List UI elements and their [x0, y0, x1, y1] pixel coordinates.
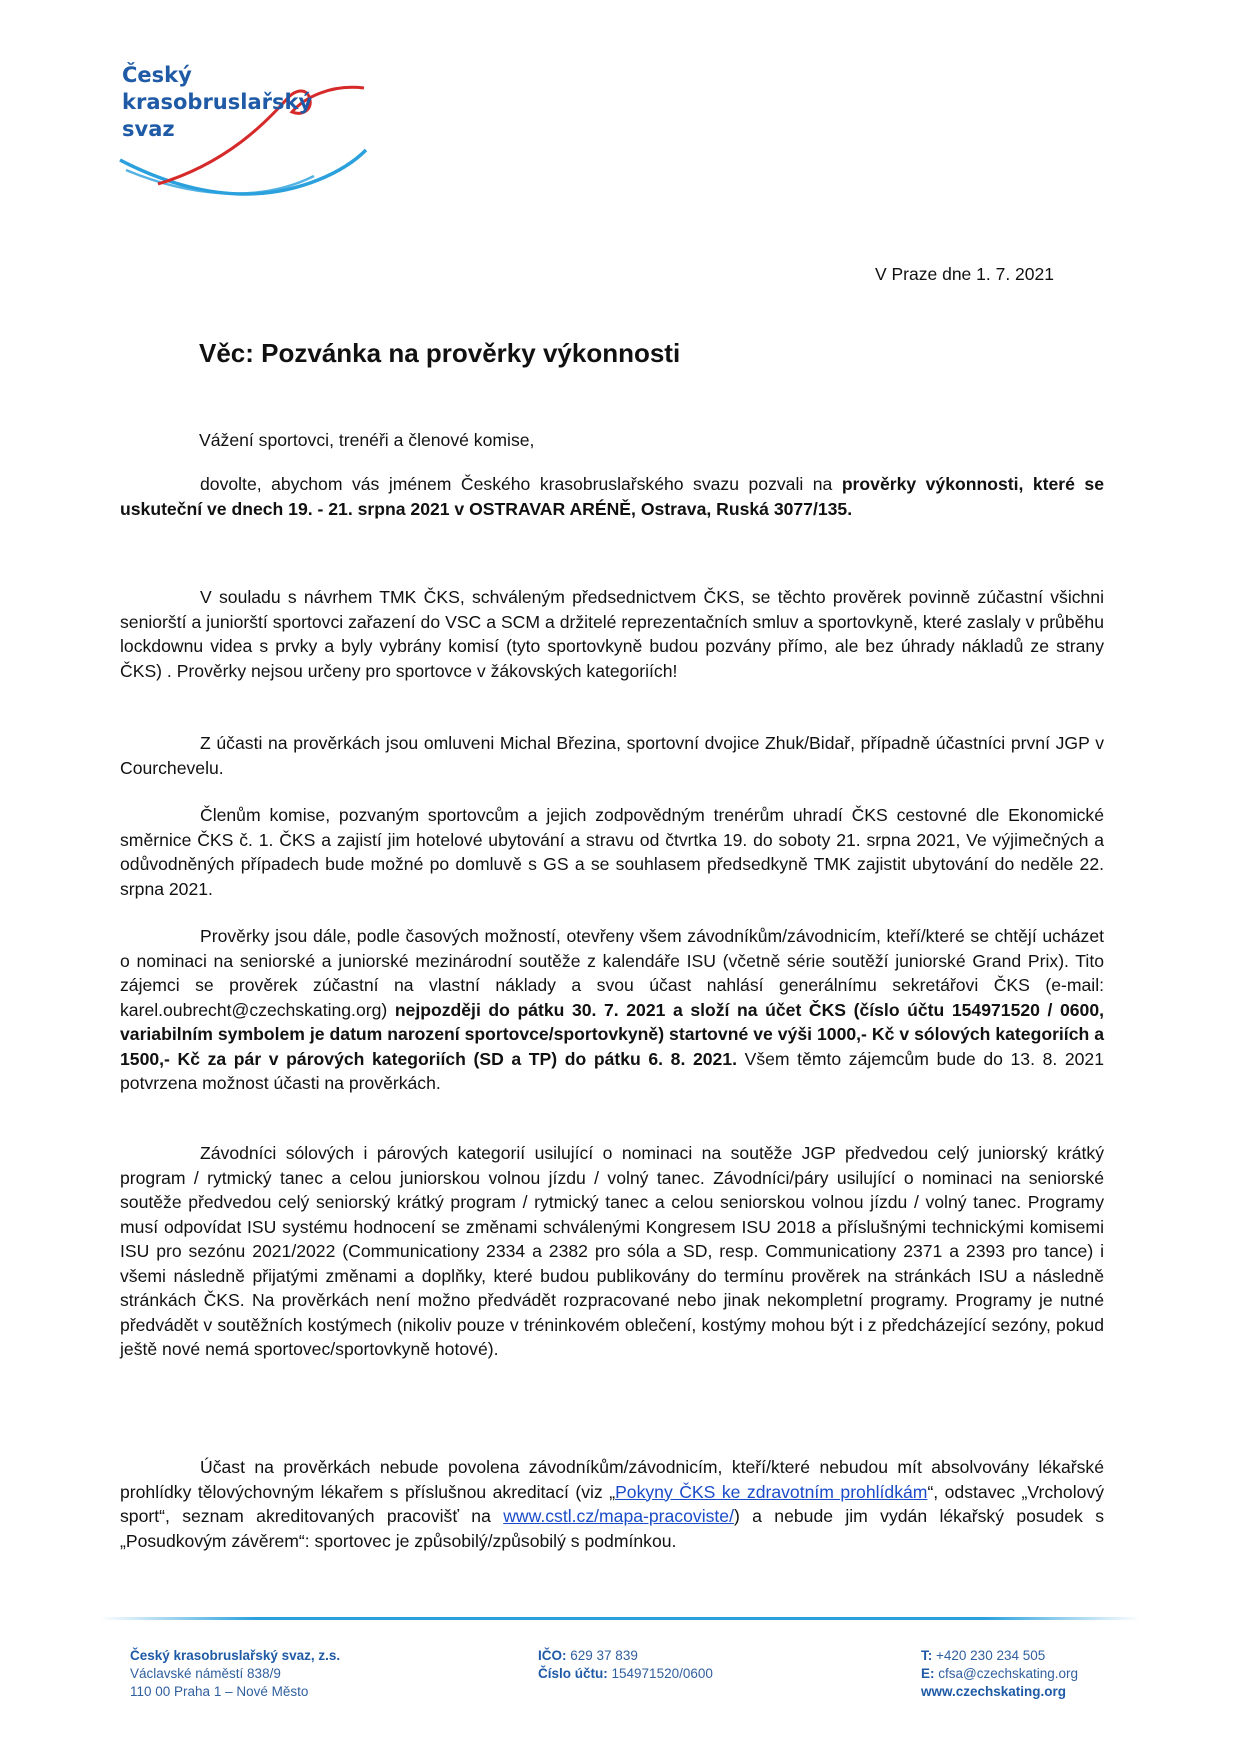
paragraph-medical-middle: “, odstavec „Vrcholový sport“, seznam akreditovaných pracovišť na: [120, 1481, 1104, 1526]
footer-registration: [538, 1647, 713, 1683]
paragraph-travel-costs: [120, 803, 1104, 901]
footer-phone: +420 230 234 505: [936, 1648, 1046, 1663]
footer-ico: 629 37 839: [570, 1648, 638, 1663]
footer-address-line-1: Václavské náměstí 838/9: [130, 1666, 281, 1681]
paragraph-mandatory-participants: [120, 585, 1104, 683]
paragraph-open-registration: [120, 924, 1104, 1096]
footer-org-name: Český krasobruslařský svaz, z.s.: [130, 1648, 341, 1663]
salutation: Vážení sportovci, trenéři a členové komise,: [199, 430, 535, 450]
paragraph-programs-text: Závodníci sólových i párových kategorií usilující o nominaci na soutěže JGP předvedou celý juniorský krátký program / rytmický tanec a celou juniorskou volnou jízdu / volný tanec. Závodníci/páry usilující o nominaci na seniorské soutěže předvedou celý seniorský krátký program / rytmický tanec a celou seniorskou volnou jízdu / volný tanec. Programy musí odpovídat ISU systému hodnocení se změnami schválenými Kongresem ISU 2018 a příslušnými technickými komisemi ISU pro sezónu 2021/2022 (Communicationy 2334 a 2382 pro sóla a SD, resp. Communicationy 2371 a 2393 pro tance) i všemi následně přijatými změnami a doplňky, které budou publikovány do termínu prověrek na stránkách ISU a následně stránkách ČKS. Na prověrkách není možno předvádět rozpracované nebo jinak nekompletní programy. Programy je nutné předvádět v soutěžních kostýmech (nikoliv pouze v tréninkovém oblečení, kostýmy mohou být i z předcházející sezóny, pokud ještě nové nemá sportovec/sportovkyně hotové).: [120, 1143, 1104, 1359]
paragraph-open-registration-tail: Všem těmto zájemcům bude do 13. 8. 2021 potvrzena možnost účasti na prověrkách.: [120, 1048, 1104, 1093]
footer-address: [130, 1647, 340, 1701]
footer-phone-label: T:: [921, 1648, 933, 1663]
footer-ico-label: IČO:: [538, 1648, 567, 1663]
footer-account: 154971520/0600: [611, 1666, 713, 1681]
logo-line-3: svaz: [122, 117, 175, 141]
letter-subject: Věc: Pozvánka na prověrky výkonnosti: [199, 338, 681, 368]
paragraph-programs: [120, 1141, 1104, 1362]
paragraph-invitation-text: dovolte, abychom vás jménem Českého krasobruslařského svazu pozvali na: [200, 474, 842, 494]
footer-contact: [921, 1647, 1078, 1701]
cstl-map-link[interactable]: www.cstl.cz/mapa-pracoviste/: [503, 1506, 734, 1526]
logo-line-2: krasobruslařský: [122, 90, 313, 114]
footer-divider: [100, 1617, 1140, 1621]
paragraph-medical-text: Účast na prověrkách nebude povolena závodníkům/závodnicím, kteří/které nebudou mít absolvovány lékařské prohlídky tělovýchovným lékařem s příslušnou akreditací (viz „: [120, 1457, 1104, 1502]
footer-account-label: Číslo účtu:: [538, 1666, 608, 1681]
paragraph-invitation-bold: prověrky výkonnosti, které se uskuteční ve dnech 19. - 21. srpna 2021 v OSTRAVAR ARÉNĚ, Ostrava, Ruská 3077/135.: [120, 474, 1104, 519]
logo-line-1: Český: [122, 63, 192, 87]
footer-address-line-2: 110 00 Praha 1 – Nové Město: [130, 1684, 309, 1699]
paragraph-medical: [120, 1455, 1104, 1553]
footer-email-label: E:: [921, 1666, 935, 1681]
paragraph-excused-text: Z účasti na prověrkách jsou omluveni Michal Březina, sportovní dvojice Zhuk/Bidař, případně účastníci první JGP v Courchevelu.: [120, 733, 1104, 778]
paragraph-open-registration-bold: nejpozději do pátku 30. 7. 2021 a složí na účet ČKS (číslo účtu 154971520 / 0600, variabilním symbolem je datum narození sportovce/sportovkyně) startovné ve výši 1000,- Kč v sólových kategoriích a 1500,- Kč za pár v párových kategoriích (SD a TP) do pátku 6. 8. 2021.: [120, 999, 1104, 1069]
paragraph-invitation: [120, 472, 1104, 521]
paragraph-excused: [120, 731, 1104, 780]
paragraph-mandatory-participants-text: V souladu s návrhem TMK ČKS, schváleným předsednictvem ČKS, se těchto prověrek povinně zúčastní všichni seniorští a juniorští sportovci zařazení do VSC a SCM a držitelé reprezentačních smluv a sportovkyně, které zaslaly v průběhu lockdownu videa s prvky a byly vybrány komisí (tyto sportovkyně budou pozvány přímo, ale bez úhrady nákladů ze strany ČKS) . Prověrky nejsou určeny pro sportovce v žákovských kategoriích!: [120, 587, 1104, 681]
paragraph-medical-tail: ) a nebude jim vydán lékařský posudek s „Posudkovým závěrem“: sportovec je způsobilý/způsobilý s podmínkou.: [120, 1506, 1104, 1551]
organization-logo: [118, 58, 378, 208]
footer-email[interactable]: cfsa@czechskating.org: [938, 1666, 1079, 1681]
paragraph-open-registration-text: Prověrky jsou dále, podle časových možností, otevřeny všem závodníkům/závodnicím, kteří/které se chtějí ucházet o nominaci na seniorské a juniorské mezinárodní soutěže z kalendáře ISU (včetně série soutěží juniorské Grand Prix). Tito zájemci se prověrek zúčastní na vlastní náklady a svou účast nahlásí generálnímu sekretářovi ČKS (e-mail: karel.oubrecht@czechskating.org): [120, 926, 1104, 1020]
letter-date: V Praze dne 1. 7. 2021: [874, 264, 1054, 284]
medical-guidelines-link[interactable]: Pokyny ČKS ke zdravotním prohlídkám: [615, 1481, 928, 1502]
logo-text: [122, 62, 312, 143]
footer-web[interactable]: www.czechskating.org: [921, 1684, 1067, 1699]
paragraph-travel-costs-text: Členům komise, pozvaným sportovcům a jejich zodpovědným trenérům uhradí ČKS cestovné dle Ekonomické směrnice ČKS č. 1. ČKS a zajistí jim hotelové ubytování a stravu od čtvrtka 19. do soboty 21. srpna 2021, Ve výjimečných a odůvodněných případech bude možné po domluvě s GS a se souhlasem předsedkyně TMK zajistit ubytování do neděle 22. srpna 2021.: [120, 805, 1104, 899]
